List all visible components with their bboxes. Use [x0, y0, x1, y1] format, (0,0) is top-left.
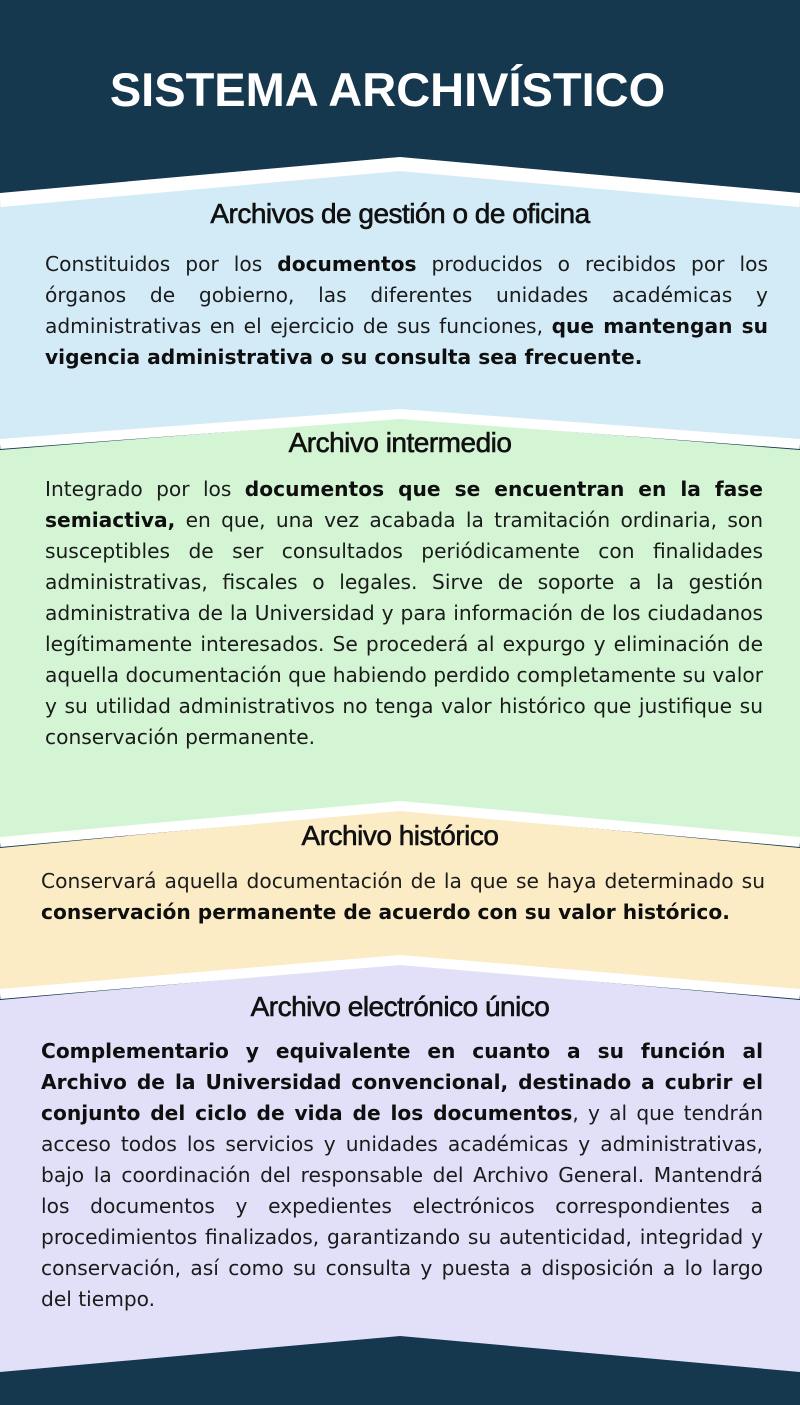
section-text-gestion	[45, 249, 768, 373]
text-run: producidos o recibidos por los órganos de gobierno, las diferentes unidades académicas y administrativas en el ejercicio de sus funciones,	[45, 252, 768, 338]
section-heading-intermedio: Archivo intermedio	[288, 427, 512, 458]
text-run: Constituidos por los	[45, 252, 278, 276]
text-run: Conservará aquella documentación de la que se haya determinado su	[41, 869, 765, 893]
section-text-historico	[41, 866, 765, 928]
text-run: Integrado por los	[45, 477, 245, 501]
page-title: SISTEMA ARCHIVÍSTICO	[109, 63, 666, 116]
bold-run: documentos	[277, 252, 417, 276]
bold-run: documentos que se encuentran en la fase semiactiva,	[45, 477, 763, 532]
bold-run: que mantengan su vigencia administrativa o su consulta sea frecuente.	[45, 314, 769, 369]
text-run: , y al que tendrán acceso todos los servicios y unidades académicas y administrativas, bajo la coordinación del responsable del Archivo General. Mantendrá los documentos y expedientes electrónicos correspondientes a procedimientos finalizados, garantizando su autenticidad, integridad y conservación, así como su consulta y puesta a disposición a lo largo del tiempo.	[41, 1101, 763, 1311]
bold-run: Complementario y equivalente en cuanto a su función al Archivo de la Universidad convencional, destinado a cubrir el conjunto del ciclo de vida de los documentos	[41, 1039, 763, 1125]
section-heading-historico: Archivo histórico	[301, 820, 499, 851]
text-run: en que, una vez acabada la tramitación ordinaria, son susceptibles de ser consultados periódicamente con finalidades administrativas, fiscales o legales. Sirve de soporte a la gestión administrativa de la Universidad y para información de los ciudadanos legítimamente interesados. Se procederá al expurgo y eliminación de aquella documentación que habiendo perdido completamente su valor y su utilidad administrativos no tenga valor histórico que justifique su conservación permanente.	[45, 508, 763, 749]
section-text-intermedio	[45, 474, 763, 753]
bold-run: conservación permanente de acuerdo con su valor histórico.	[41, 900, 730, 924]
section-text-electronico	[41, 1036, 763, 1315]
section-heading-gestion: Archivos de gestión o de oficina	[210, 198, 590, 229]
section-heading-electronico: Archivo electrónico único	[250, 991, 550, 1022]
